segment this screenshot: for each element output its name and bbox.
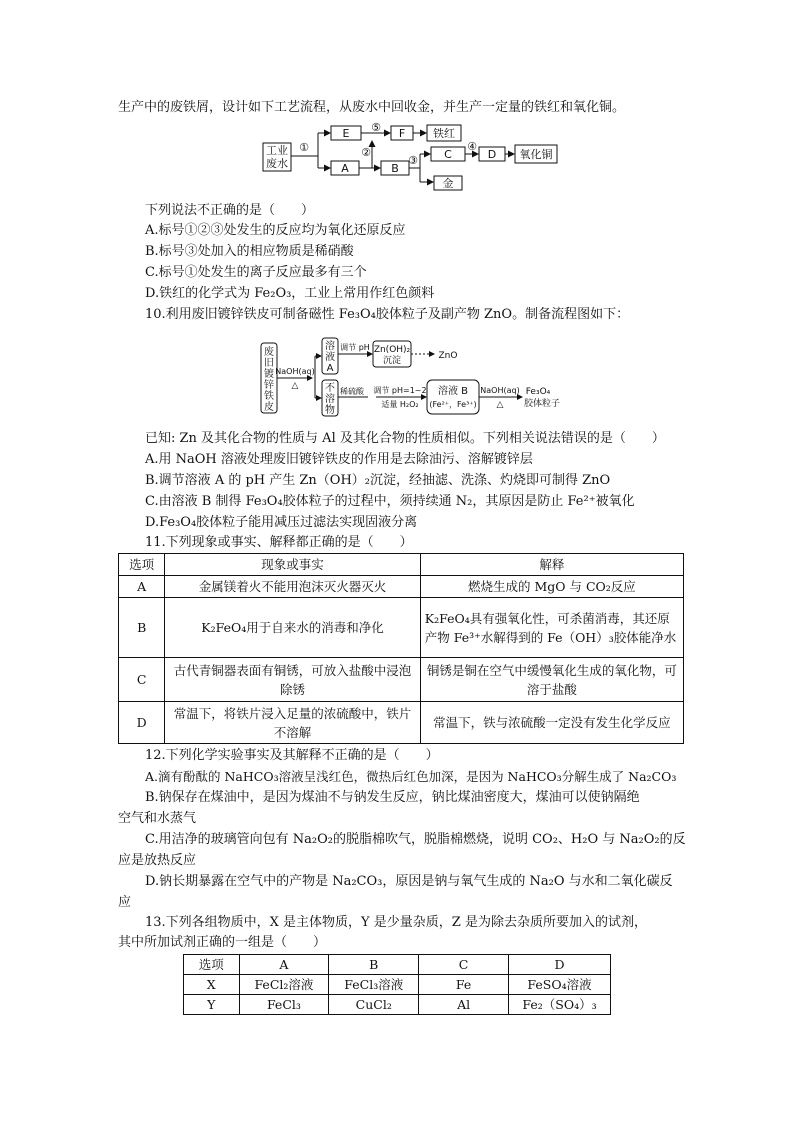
flow2-sola-1: 液 <box>325 352 335 363</box>
table-cell-explain: 常温下，铁与浓硫酸一定没有发生化学反应 <box>420 702 683 744</box>
flow2-solb-ions: (Fe²⁺，Fe³⁺) <box>429 400 477 409</box>
q12-line-c-cont: 应是放热反应 <box>118 853 197 868</box>
table-cell: Al <box>419 995 509 1015</box>
flow2-adjust-ph2: 调节 pH=1~2 <box>373 386 427 395</box>
table-cell: Y <box>184 995 240 1015</box>
q10-stem: 10.利用废旧镀锌铁皮可制备磁性 Fe₃O₄胶体粒子及副产物 ZnO。制备流程图如下： <box>145 307 630 322</box>
table-cell: X <box>184 975 240 995</box>
table-header-cell: D <box>509 955 611 975</box>
flow2-insol-2: 物 <box>325 405 335 416</box>
table-cell-fact: K₂FeO₄用于自来水的消毒和净化 <box>165 598 420 658</box>
q10-option-b: B.调节溶液 A 的 pH 产生 Zn（OH）₂沉淀，经抽滤、洗涤、灼烧即可制得 ZnO <box>145 473 611 488</box>
table-row <box>119 576 684 598</box>
table-cell: Fe <box>419 975 509 995</box>
table-cell-option: B <box>119 598 165 658</box>
q13-stem-line2: 其中所加试剂正确的一组是（ ） <box>118 935 327 950</box>
flow2-heat1: △ <box>291 381 299 391</box>
flow2-h2o2: 适量 H₂O₂ <box>381 400 419 409</box>
flow2-source-1: 旧 <box>264 358 274 369</box>
table-header-cell: 解释 <box>420 554 683 576</box>
flowchart-zinc-iron <box>0 334 794 424</box>
table-header-cell: A <box>239 955 329 975</box>
q9-stem: 下列说法不正确的是（ ） <box>145 203 315 218</box>
flow1-box-c: C <box>444 148 452 161</box>
flow1-step-5: ⑤ <box>371 121 381 134</box>
table-header-row <box>184 955 611 975</box>
flow2-sola-0: 溶 <box>325 341 335 352</box>
table-header-cell: C <box>419 955 509 975</box>
flow2-source-0: 废 <box>264 347 274 358</box>
table-header-row <box>119 554 684 576</box>
flow2-znoh2: Zn(OH)₂ <box>373 345 411 355</box>
q13-table <box>183 954 611 1015</box>
flow2-source-4: 铁 <box>264 391 274 402</box>
table-row <box>119 658 684 702</box>
intro-text: 生产中的废铁屑，设计如下工艺流程，从废水中回收金，并生产一定量的铁红和氧化铜。 <box>118 100 626 115</box>
q9-option-b: B.标号③处加入的相应物质是稀硝酸 <box>145 244 354 259</box>
table-cell-fact: 常温下，将铁片浸入足量的浓硫酸中，铁片不溶解 <box>165 702 420 744</box>
flow1-box-b: B <box>391 162 399 175</box>
table-cell: FeCl₃ <box>239 995 329 1015</box>
flow2-sola-2: A <box>326 363 334 374</box>
table-cell: FeSO₄溶液 <box>509 975 611 995</box>
q12-line-c: C.用洁净的玻璃管向包有 Na₂O₂的脱脂棉吹气，脱脂棉燃烧，说明 CO₂、H₂O 与 Na₂O₂的反 <box>145 832 686 847</box>
flow2-insol-1: 溶 <box>325 394 335 405</box>
flow1-box-e: E <box>342 127 350 140</box>
flow1-step-4: ④ <box>467 140 477 153</box>
table-cell-explain: 燃烧生成的 MgO 与 CO₂反应 <box>420 576 683 598</box>
table-row <box>184 995 611 1015</box>
flow1-product-cuo: 氧化铜 <box>519 148 553 161</box>
table-row <box>184 975 611 995</box>
flow2-zno: ZnO <box>438 351 458 361</box>
q9-option-d: D.铁红的化学式为 Fe₂O₃，工业上常用作红色颜料 <box>145 286 435 301</box>
table-cell-explain: 铜锈是铜在空气中缓慢氧化生成的氧化物，可溶于盐酸 <box>420 658 683 702</box>
flow2-source-5: 皮 <box>264 402 274 413</box>
flow1-box-a: A <box>341 162 349 175</box>
table-header-cell: 选项 <box>119 554 165 576</box>
table-cell-fact: 古代青铜器表面有铜锈，可放入盐酸中浸泡除锈 <box>165 658 420 702</box>
table-cell-explain: K₂FeO₄具有强氧化性，可杀菌消毒，其还原产物 Fe³⁺水解得到的 Fe（OH）₃胶体能净水 <box>420 598 683 658</box>
flow2-product-fe3o4: Fe₃O₄ <box>525 387 551 397</box>
flow1-product-tiehong: 铁红 <box>433 127 455 140</box>
flow1-source-line1: 工业 <box>266 144 288 157</box>
table-header-cell: 现象或事实 <box>165 554 420 576</box>
table-cell-option: A <box>119 576 165 598</box>
table-cell: Fe₂（SO₄）₃ <box>509 995 611 1015</box>
q13-stem-line1: 13.下列各组物质中，X 是主体物质，Y 是少量杂质，Z 是为除去杂质所要加入的试剂， <box>145 915 647 930</box>
q12-line-b: B.钠保存在煤油中，是因为煤油不与钠发生反应，钠比煤油密度大，煤油可以使钠隔绝 <box>145 790 640 805</box>
flow2-heat2: △ <box>496 400 504 410</box>
q9-option-c: C.标号①处发生的离子反应最多有三个 <box>145 265 367 280</box>
flow1-box-d: D <box>487 148 497 161</box>
flow1-product-jin: 金 <box>442 177 454 190</box>
table-cell-option: D <box>119 702 165 744</box>
table-header-cell: B <box>329 955 419 975</box>
q12-line-d-cont: 应 <box>118 895 132 910</box>
table-row <box>119 702 684 744</box>
flow2-adjust-ph: 调节 pH <box>340 343 370 352</box>
table-cell: FeCl₃溶液 <box>329 975 419 995</box>
q12-line-a: A.滴有酚酞的 NaHCO₃溶液呈浅红色，微热后红色加深，是因为 NaHCO₃分解生成了 Na₂CO₃ <box>145 769 677 784</box>
q10-option-a: A.用 NaOH 溶液处理废旧镀锌铁皮的作用是去除油污、溶解镀锌层 <box>145 452 533 467</box>
flow2-product-colloid: 胶体粒子 <box>523 399 561 409</box>
q10-option-c: C.由溶液 B 制得 Fe₃O₄胶体粒子的过程中，须持续通 N₂，其原因是防止 Fe²⁺被氧化 <box>145 494 635 509</box>
table-cell-option: C <box>119 658 165 702</box>
flow2-dilute-acid: 稀硫酸 <box>340 387 364 396</box>
flow1-source-line2: 废水 <box>266 157 288 170</box>
q12-line-d: D.钠长期暴露在空气中的产物是 Na₂CO₃，原因是钠与氧气生成的 Na₂O 与水和二氧化碳反 <box>145 874 673 889</box>
flow2-solb: 溶液 B <box>437 386 469 397</box>
flow2-source-3: 锌 <box>264 380 274 391</box>
q11-stem: 11.下列现象或事实、解释都正确的是（ ） <box>145 535 413 550</box>
q11-table <box>118 553 684 744</box>
flow2-precipitate: 沉淀 <box>382 356 402 366</box>
flow1-step-3: ③ <box>408 154 418 167</box>
flow1-box-f: F <box>398 127 406 140</box>
q9-option-a: A.标号①②③处发生的反应均为氧化还原反应 <box>145 223 406 238</box>
table-cell: FeCl₂溶液 <box>239 975 329 995</box>
flow2-source-2: 镀 <box>264 369 274 380</box>
q10-known: 已知: Zn 及其化合物的性质与 Al 及其化合物的性质相似。下列相关说法错误的是（ ） <box>145 431 665 446</box>
table-cell-fact: 金属镁着火不能用泡沫灭火器灭火 <box>165 576 420 598</box>
q12-stem: 12.下列化学实验事实及其解释不正确的是（ ） <box>145 748 439 763</box>
flow1-step-1: ① <box>299 141 309 154</box>
table-row <box>119 598 684 658</box>
q12-line-b-cont: 空气和水蒸气 <box>118 811 197 826</box>
table-cell: CuCl₂ <box>329 995 419 1015</box>
flow2-reagent1: NaOH(aq) <box>275 367 315 376</box>
table-header-cell: 选项 <box>184 955 240 975</box>
flow2-reagent2: NaOH(aq) <box>480 386 520 395</box>
flow1-step-2: ② <box>361 146 371 159</box>
flow2-insol-0: 不 <box>325 383 335 394</box>
q10-option-d: D.Fe₃O₄胶体粒子能用减压过滤法实现固液分离 <box>145 515 418 530</box>
flowchart-gold-recovery <box>0 120 794 200</box>
